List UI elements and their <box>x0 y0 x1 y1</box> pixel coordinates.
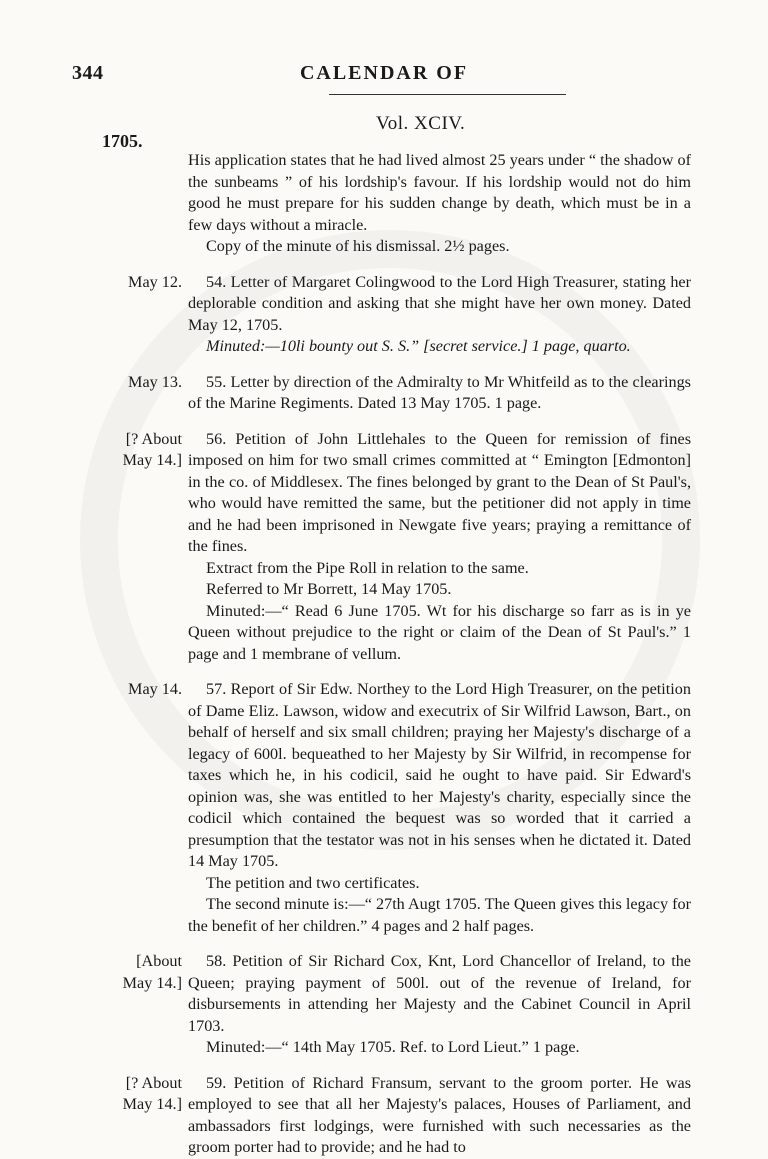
entry-date: May 13. <box>128 372 182 391</box>
header-rule <box>329 94 566 95</box>
paragraph: 54. Letter of Margaret Colingwood to the Lord High Treasurer, stating her deplorable condition and asking that she might have her own money. Dated May 12, 1705. <box>188 272 691 334</box>
paragraph: 59. Petition of Richard Fransum, servant to the groom porter. He was employed to see that all her Majesty's palaces, Houses of Parliament, and ambassadors first lodgings, were furnished with such necessaries as the groom porter had to provide; and he had to <box>188 1073 691 1156</box>
paragraph: 56. Petition of John Littlehales to the Queen for remission of fines imposed on him for two small crimes committed at “ Emington [Edmonton] in the co. of Middlesex. The fines belonged by grant to the Dean of St Paul's, who would have remitted the same, but the petitioner did not apply in time and he had been imprisoned in Newgate five years; praying a remittance of the fines. <box>188 429 691 555</box>
running-title: CALENDAR OF <box>299 62 469 84</box>
year-margin-label: 1705. <box>102 131 143 151</box>
entry-date: May 14. <box>128 680 182 698</box>
paragraph: 55. Letter by direction of the Admiralty to Mr Whitfeild as to the clearings of the Marine Regiments. Dated 13 May 1705. 1 page. <box>188 372 691 412</box>
page-number: 344 <box>72 62 104 84</box>
paragraph: Minuted:—“ 14th May 1705. Ref. to Lord Lieut.” 1 page. <box>206 1038 580 1056</box>
paragraph: His application states that he had lived almost 25 years under “ the shadow of the sunbeams ” of his lordship's favour. If his lordship would not do him good he must prepare for his sudden change by death, which must be in a few days without a miracle. <box>188 151 691 234</box>
entry <box>128 372 691 415</box>
entry-date: [? About May 14.] <box>122 429 182 469</box>
paragraph: Extract from the Pipe Roll in relation to the same. <box>206 558 529 577</box>
paragraph: The petition and two certificates. <box>206 873 420 892</box>
paragraph: Minuted:—10li bounty out S. S.” [secret service.] 1 page, quarto. <box>206 337 631 355</box>
paragraph: 58. Petition of Sir Richard Cox, Knt, Lord Chancellor of Ireland, to the Queen; praying payment of 500l. out of the revenue of Ireland, for disbursements in attending her Majesty and the Cabinet Council in April 1703. <box>188 952 691 1035</box>
paragraph: Referred to Mr Borrett, 14 May 1705. <box>206 580 452 598</box>
entries-body <box>122 150 691 1159</box>
entry <box>122 1073 691 1159</box>
paragraph: Minuted:—“ Read 6 June 1705. Wt for his discharge so farr as is in ye Queen without prejudice to the right or claim of the Dean of St Paul's.” 1 page and 1 membrane of vellum. <box>188 601 691 663</box>
paragraph: Copy of the minute of his dismissal. 2½ pages. <box>206 237 510 255</box>
entry <box>122 429 691 666</box>
entry-date: [? About May 14.] <box>122 1073 182 1113</box>
entry <box>122 951 691 1059</box>
paragraph: 57. Report of Sir Edw. Northey to the Lord High Treasurer, on the petition of Dame Eliz. Lawson, widow and executrix of Sir Wilfrid Lawson, Bart., on behalf of herself and six small children; praying her Majesty's discharge of a legacy of 600l. bequeathed to her Majesty by Sir Wilfrid, in recompense for taxes which he, in his codicil, said he ought to have paid. Sir Edward's opinion was, she was entitled to her Majesty's charity, especially since the codicil which contained the bequest was so worded that it carried a presumption that the testator was not in his senses when he dictated it. Dated 14 May 1705. <box>188 680 691 870</box>
entry-date: [About May 14.] <box>122 952 182 992</box>
entry <box>128 272 691 358</box>
paragraph: The second minute is:—“ 27th Augt 1705. The Queen gives this legacy for the benefit of her children.” 4 pages and 2 half pages. <box>188 895 691 935</box>
volume-heading: Vol. XCIV. <box>376 113 466 134</box>
entry-date: May 12. <box>128 272 182 291</box>
entry <box>188 150 691 258</box>
page-header <box>0 62 768 92</box>
entry <box>128 679 691 937</box>
